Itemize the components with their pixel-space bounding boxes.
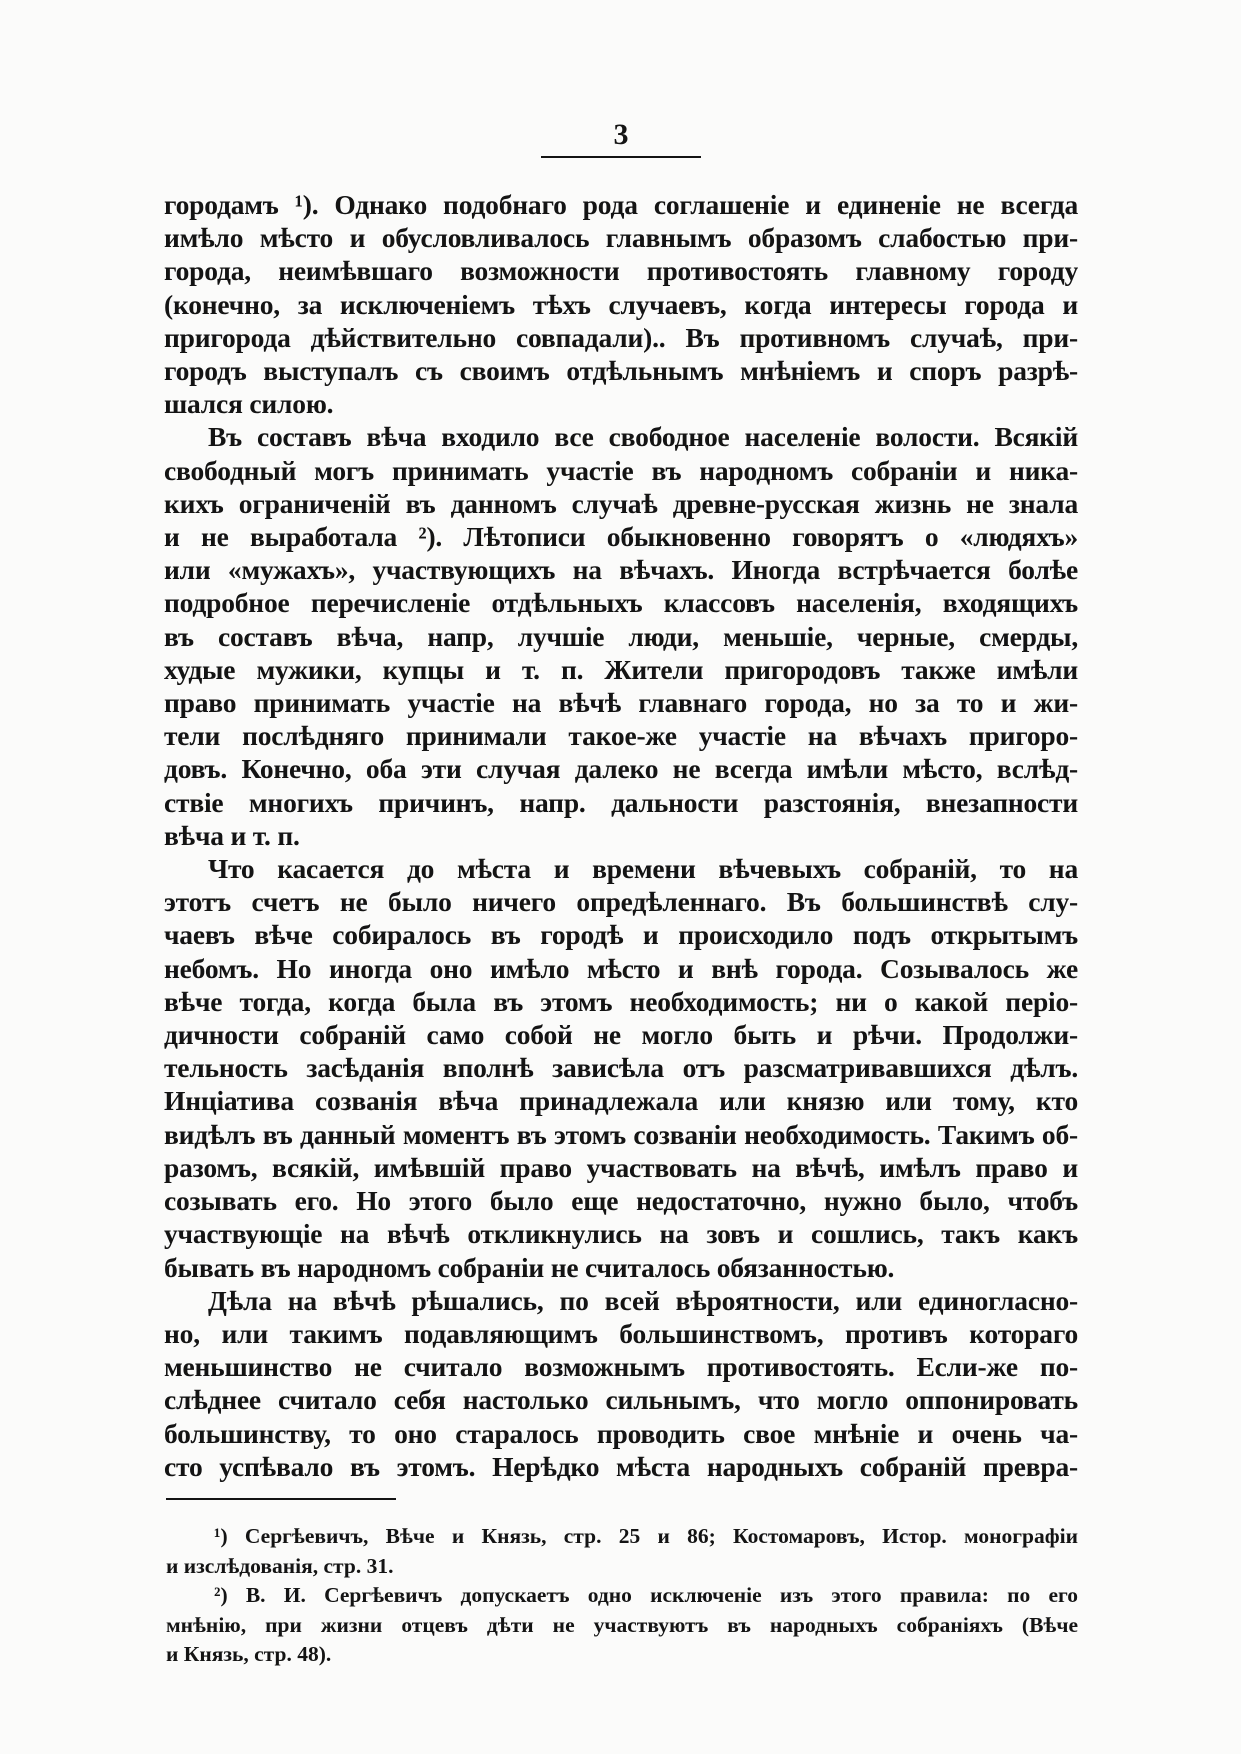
footnote-line: и изслѣдованія, стр. 31. xyxy=(166,1553,394,1578)
text-line: право принимать участіе на вѣчѣ главнаго города, но за то и жи- xyxy=(164,687,1078,719)
text-line: Въ составъ вѣча входило все свободное населеніе волости. Всякій xyxy=(208,421,1078,453)
text-line: дичности собраній само собой не могло быть и рѣчи. Продолжи- xyxy=(164,1019,1078,1051)
text-line: Дѣла на вѣчѣ рѣшались, по всей вѣроятности, или единогласно- xyxy=(208,1284,1078,1316)
text-line: городъ выступалъ съ своимъ отдѣльнымъ мнѣніемъ и споръ разрѣ- xyxy=(164,355,1078,387)
text-line: меньшинство не считало возможнымъ противостоять. Если-же по- xyxy=(164,1351,1078,1383)
text-line: Инціатива созванія вѣча принадлежала или князю или тому, кто xyxy=(164,1085,1078,1117)
text-line: видѣлъ въ данный моментъ въ этомъ созваніи необходимость. Такимъ об- xyxy=(164,1118,1078,1150)
text-line: имѣло мѣсто и обусловливалось главнымъ образомъ слабостью при- xyxy=(164,222,1078,254)
footnotes xyxy=(166,1522,1078,1670)
text-line: въ составъ вѣча, напр, лучшіе люди, меньшіе, черные, смерды, xyxy=(164,620,1078,652)
text-line: этотъ счетъ не было ничего опредѣленнаго. Въ большинствѣ слу- xyxy=(164,886,1078,918)
page-number: 3 xyxy=(613,118,629,151)
text-line: шался силою. xyxy=(164,388,334,420)
body-text xyxy=(164,188,1078,1483)
text-line: Что касается до мѣста и времени вѣчевыхъ собраній, то на xyxy=(208,853,1078,885)
footnote-line: мнѣнію, при жизни отцевъ дѣти не участвуютъ въ народныхъ собраніяхъ (Вѣче xyxy=(166,1612,1078,1637)
text-line: пригорода дѣйствительно совпадали).. Въ противномъ случаѣ, при- xyxy=(164,321,1078,353)
text-line: бывать въ народномъ собраніи не считалось обязанностью. xyxy=(164,1251,895,1283)
text-line: созывать его. Но этого было еще недостаточно, нужно было, чтобъ xyxy=(164,1185,1078,1217)
text-line: кихъ ограниченій въ данномъ случаѣ древне-русская жизнь не знала xyxy=(164,487,1078,519)
text-line: подробное перечисленіе отдѣльныхъ классовъ населенія, входящихъ xyxy=(164,587,1078,619)
text-line: участвующіе на вѣчѣ откликнулись на зовъ и сошлись, такъ какъ xyxy=(164,1218,1078,1250)
text-line: города, неимѣвшаго возможности противостоять главному городу xyxy=(164,255,1078,287)
text-line: городамъ ¹). Однако подобнаго рода соглашеніе и единеніе не всегда xyxy=(164,189,1078,220)
text-line: тельность засѣданія вполнѣ зависѣла отъ разсматривавшихся дѣлъ. xyxy=(164,1052,1078,1084)
text-line: но, или такимъ подавляющимъ большинствомъ, противъ котораго xyxy=(164,1317,1078,1349)
text-line: тели послѣдняго принимали такое-же участіе на вѣчахъ пригоро- xyxy=(164,720,1078,752)
text-line: ствіе многихъ причинъ, напр. дальности разстоянія, внезапности xyxy=(164,786,1078,818)
text-line: слѣднее считало себя настолько сильнымъ, что могло оппонировать xyxy=(164,1384,1078,1416)
text-line: небомъ. Но иногда оно имѣло мѣсто и внѣ города. Созывалось же xyxy=(164,952,1078,984)
footnote-line: ¹) Сергѣевичъ, Вѣче и Князь, стр. 25 и 86; Костомаровъ, Истор. монографіи xyxy=(214,1524,1078,1548)
text-line: (конечно, за исключеніемъ тѣхъ случаевъ, когда интересы города и xyxy=(164,288,1078,320)
footnote-line: и Князь, стр. 48). xyxy=(166,1642,332,1666)
page-number-underline xyxy=(541,156,701,158)
text-line: вѣча и т. п. xyxy=(164,819,300,851)
text-line: худые мужики, купцы и т. п. Жители пригородовъ также имѣли xyxy=(164,653,1078,685)
text-line: или «мужахъ», участвующихъ на вѣчахъ. Иногда встрѣчается болѣе xyxy=(164,554,1078,586)
text-line: довъ. Конечно, оба эти случая далеко не всегда имѣли мѣсто, вслѣд- xyxy=(164,753,1078,785)
text-line: разомъ, всякій, имѣвшій право участвовать на вѣчѣ, имѣлъ право и xyxy=(164,1151,1078,1183)
footnote-separator xyxy=(166,1498,396,1500)
text-line: большинству, то оно старалось проводить свое мнѣніе и очень ча- xyxy=(164,1417,1078,1449)
text-line: сто успѣвало въ этомъ. Нерѣдко мѣста народныхъ собраній превра- xyxy=(164,1450,1078,1482)
text-line: и не выработала ²). Лѣтописи обыкновенно говорятъ о «людяхъ» xyxy=(164,521,1078,553)
text-line: вѣче тогда, когда была въ этомъ необходимость; ни о какой періо- xyxy=(164,985,1078,1017)
text-line: чаевъ вѣче собиралось въ городѣ и происходило подъ открытымъ xyxy=(164,919,1078,951)
footnote-line: ²) В. И. Сергѣевичъ допускаетъ одно исключеніе изъ этого правила: по его xyxy=(214,1583,1078,1607)
text-line: свободный могъ принимать участіе въ народномъ собраніи и ника- xyxy=(164,454,1078,486)
